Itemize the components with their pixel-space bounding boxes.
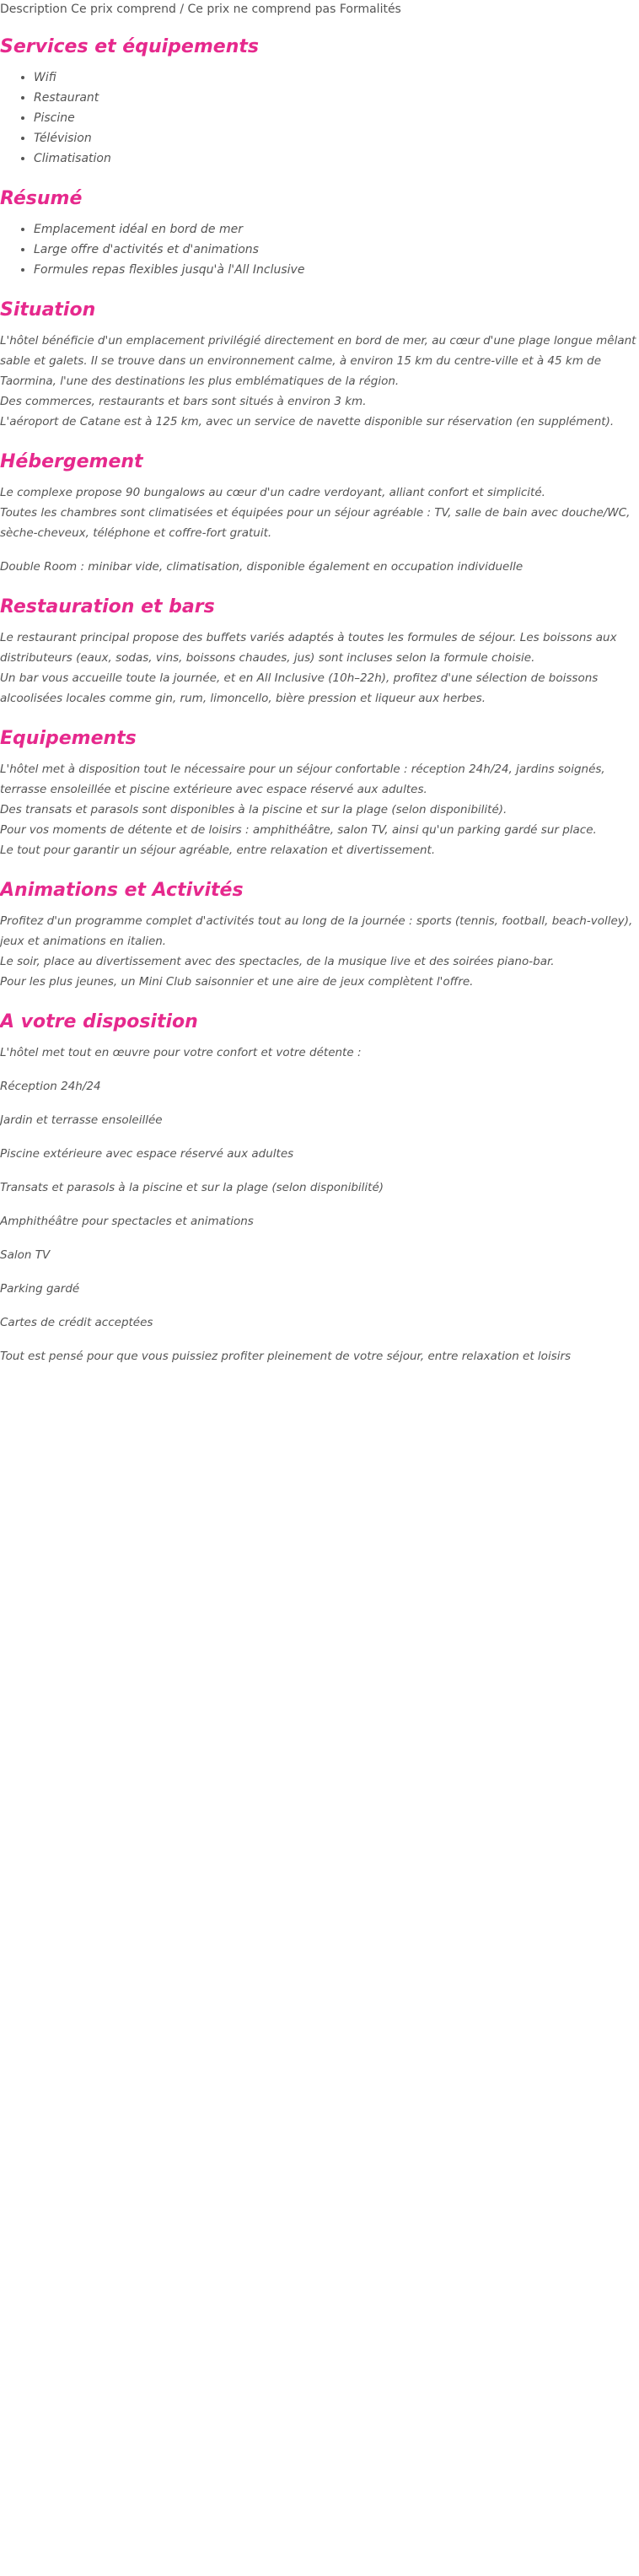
hebergement-paragraph: Double Room : minibar vide, climatisation, disponible également en occupation individuelle — [0, 560, 524, 574]
equipements-paragraph: Le tout pour garantir un séjour agréable, entre relaxation et divertissement. — [0, 843, 436, 857]
spacer — [0, 1231, 639, 1245]
hebergement-paragraph: Le complexe propose 90 bungalows au cœur d'un cadre verdoyant, alliant confort et simplicité. — [0, 486, 545, 499]
list-item: • Wifi — [34, 67, 639, 88]
animations-paragraph: Profitez d'un programme complet d'activités tout au long de la journée : sports (tennis, football, beach-volley), jeux et animations en italien. — [0, 914, 633, 948]
spacer — [0, 1097, 639, 1110]
spacer — [0, 1333, 639, 1346]
spacer — [0, 1130, 639, 1144]
disposition-item: Jardin et terrasse ensoleillée — [0, 1113, 163, 1127]
spacer — [0, 1063, 639, 1076]
hebergement-paragraph: Toutes les chambres sont climatisées et équipées pour un séjour agréable : TV, salle de bain avec douche/WC, sèche-cheveux, téléphone et coffre-fort gratuit. — [0, 506, 631, 540]
spacer — [0, 1198, 639, 1211]
restauration-paragraph: Un bar vous accueille toute la journée, et en All Inclusive (10h–22h), profitez d'une sélection de boissons alcoolisées locales comme gin, rum, limoncello, bière pression et liqueur aux herbes. — [0, 671, 599, 705]
animations-paragraph: Pour les plus jeunes, un Mini Club saisonnier et une aire de jeux complètent l'offre. — [0, 975, 474, 989]
list-item: • Restaurant — [34, 88, 639, 108]
resume-list — [0, 219, 639, 280]
disposition-item: Amphithéâtre pour spectacles et animations — [0, 1215, 254, 1228]
disposition-title: A votre disposition — [0, 1011, 198, 1032]
equipements-paragraph: Pour vos moments de détente et de loisirs : amphithéâtre, salon TV, ainsi qu'un parking gardé sur place. — [0, 823, 597, 837]
restauration-paragraph: Le restaurant principal propose des buffets variés adaptés à toutes les formules de séjour. Les boissons aux distributeurs (eaux, sodas, vins, boissons chaudes, jus) sont incluses selon la formule choisie. — [0, 631, 617, 665]
list-item: • Emplacement idéal en bord de mer — [34, 219, 639, 240]
restauration-title: Restauration et bars — [0, 596, 215, 617]
spacer — [0, 1164, 639, 1178]
situation-paragraph: L'aéroport de Catane est à 125 km, avec un service de navette disponible sur réservation (en supplément). — [0, 415, 615, 428]
animations-section — [0, 879, 639, 992]
disposition-item: Tout est pensé pour que vous puissiez profiter pleinement de votre séjour, entre relaxation et loisirs — [0, 1350, 572, 1363]
list-item: • Climatisation — [34, 148, 639, 169]
services-title: Services et équipements — [0, 36, 259, 57]
breadcrumb: Description Ce prix comprend / Ce prix ne comprend pas Formalités — [0, 3, 401, 16]
services-list — [0, 67, 639, 169]
spacer — [0, 1265, 639, 1279]
situation-paragraph: Des commerces, restaurants et bars sont situés à environ 3 km. — [0, 395, 367, 408]
disposition-item: Réception 24h/24 — [0, 1080, 101, 1093]
equipements-title: Equipements — [0, 728, 137, 749]
hebergement-section — [0, 450, 639, 577]
disposition-section — [0, 1010, 639, 1366]
situation-title: Situation — [0, 299, 96, 321]
list-item: • Piscine — [34, 108, 639, 128]
equipements-section — [0, 727, 639, 860]
disposition-item: Salon TV — [0, 1248, 51, 1262]
spacer — [0, 1299, 639, 1312]
list-item: • Large offre d'activités et d'animations — [34, 240, 639, 260]
animations-paragraph: Le soir, place au divertissement avec des spectacles, de la musique live et des soirées piano-bar. — [0, 955, 555, 968]
resume-title: Résumé — [0, 188, 83, 209]
disposition-item: Cartes de crédit acceptées — [0, 1316, 153, 1329]
animations-title: Animations et Activités — [0, 880, 244, 901]
disposition-item: L'hôtel met tout en œuvre pour votre confort et votre détente : — [0, 1046, 362, 1059]
equipements-paragraph: Des transats et parasols sont disponibles à la piscine et sur la plage (selon disponibilité). — [0, 803, 507, 816]
restauration-section — [0, 595, 639, 709]
disposition-item: Transats et parasols à la piscine et sur la plage (selon disponibilité) — [0, 1181, 384, 1194]
situation-section — [0, 299, 639, 432]
list-item: • Télévision — [34, 128, 639, 148]
list-item: • Formules repas flexibles jusqu'à l'All Inclusive — [34, 260, 639, 280]
spacer — [0, 543, 639, 557]
services-section — [0, 35, 639, 169]
hebergement-title: Hébergement — [0, 451, 143, 472]
disposition-item: Parking gardé — [0, 1282, 80, 1296]
disposition-item: Piscine extérieure avec espace réservé aux adultes — [0, 1147, 294, 1161]
equipements-paragraph: L'hôtel met à disposition tout le nécessaire pour un séjour confortable : réception 24h/24, jardins soignés, terrasse ensoleillée et piscine extérieure avec espace réservé aux adultes. — [0, 763, 605, 796]
situation-paragraph: L'hôtel bénéficie d'un emplacement privilégié directement en bord de mer, au cœur d'une plage longue mêlant sable et galets. Il se trouve dans un environnement calme, à environ 15 km du centre-ville et à 45 km de Taormina, l'une des destinations les plus emblématiques de la région. — [0, 334, 636, 388]
resume-section — [0, 187, 639, 280]
